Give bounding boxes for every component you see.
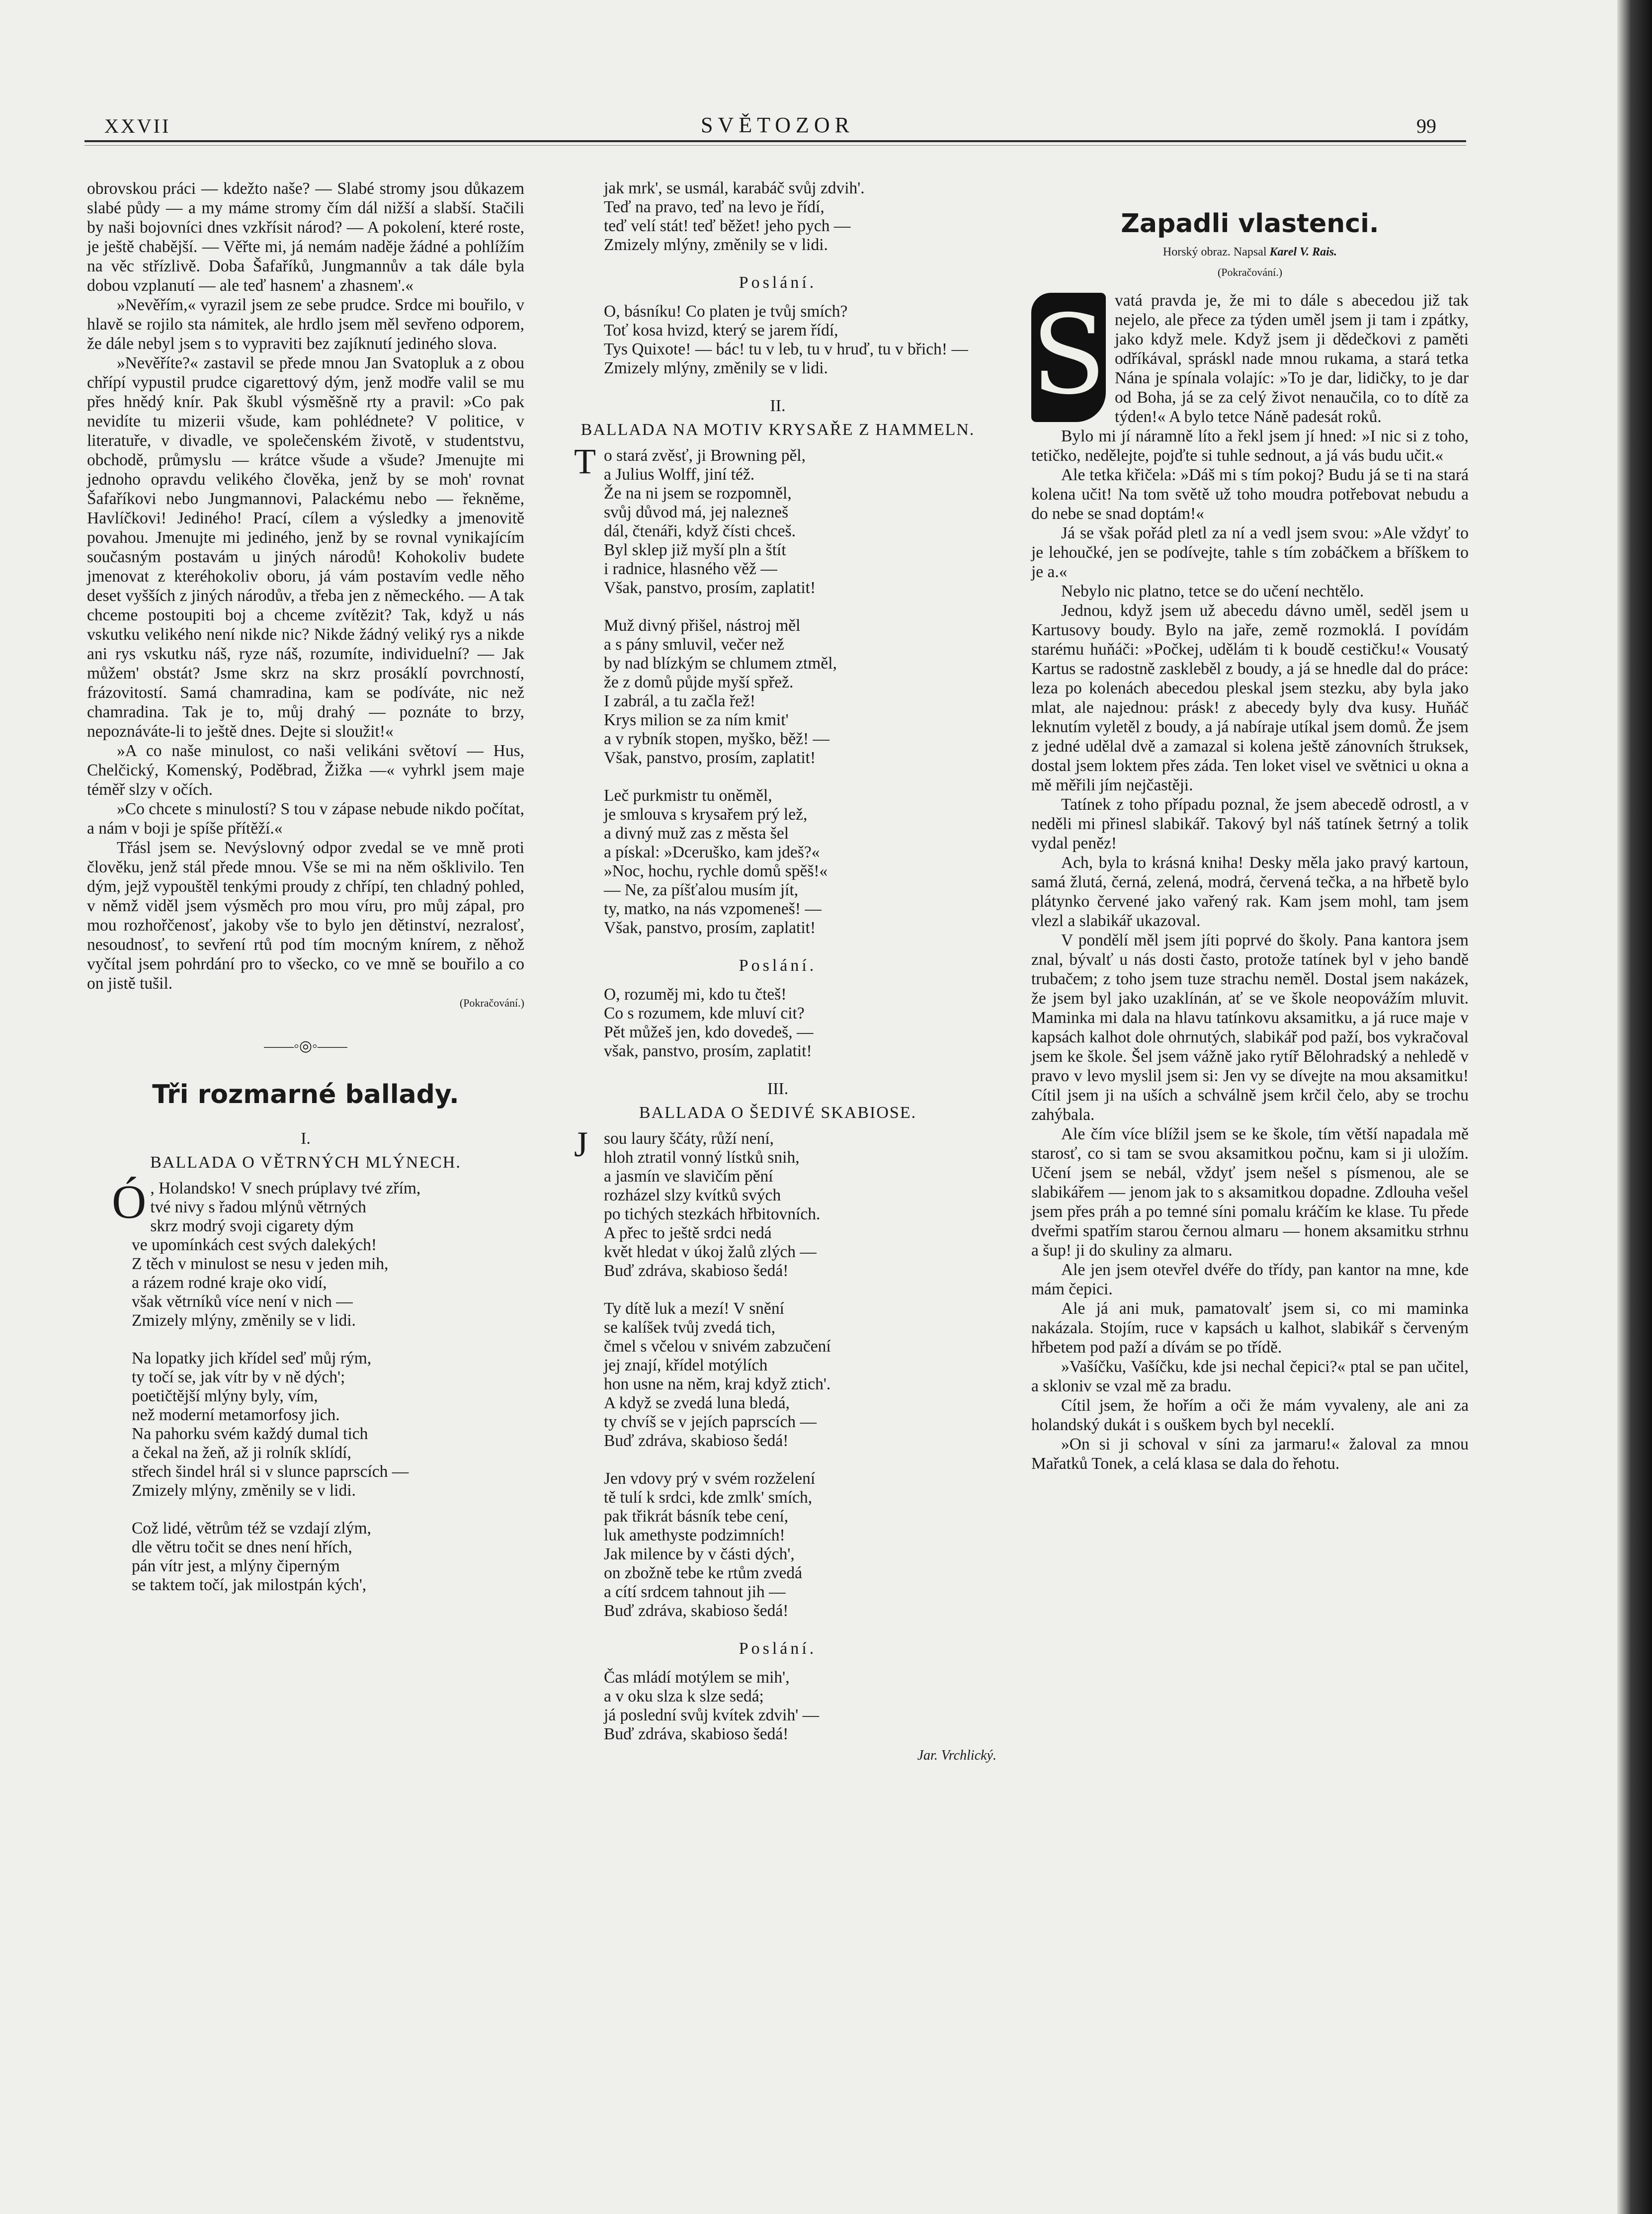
paragraph: »A co naše minulost, co naši velikáni světoví — Hus, Chelčický, Komenský, Poděbrad, Žižka —« vyhrkl jsem maje téměř slzy v očích. xyxy=(87,742,524,799)
verse-line: a rázem rodné kraje oko vidí, xyxy=(132,1274,327,1292)
verse-line: Buď zdráva, skabioso šedá! xyxy=(604,1725,789,1743)
stanza xyxy=(604,179,996,255)
verse-line: se taktem točí, jak milostpán kých', xyxy=(132,1576,367,1594)
verse-line: ty točí se, jak vítr by v ně dých'; xyxy=(132,1368,345,1386)
verse-line: Tys Quixote! — bác! tu v leb, tu v hruď, tu v břich! — xyxy=(604,340,968,358)
verse-line: ve upomínkách cest svých dalekých! xyxy=(132,1236,377,1254)
stanza xyxy=(604,1469,996,1620)
verse-line: Buď zdráva, skabioso šedá! xyxy=(604,1602,789,1620)
verse-line: — Ne, za píšťalou musím jít, xyxy=(604,881,799,899)
verse-line: skrz modrý svoji cigarety dým xyxy=(150,1217,354,1235)
stanza xyxy=(132,1519,524,1595)
envoi-label: Poslání. xyxy=(739,273,817,292)
drop-cap: T xyxy=(574,441,596,481)
paragraph: »Nevěřím,« vyrazil jsem ze sebe prudce. Srdce mi bouřilo, v hlavě se rojilo sta námitek, ale hrdlo jsem měl sevřeno odporem, že dále nebyl jsem s to vypraviti bez zajíknutí jediného slova. xyxy=(87,296,524,353)
column-right xyxy=(1031,179,1469,1473)
continued-label: (Pokračování.) xyxy=(1217,266,1283,278)
verse-line: se kalíšek tvůj zvedá tich, xyxy=(604,1318,776,1337)
paragraph: Bylo mi jí náramně líto a řekl jsem jí hned: »I nic si z toho, tetičko, nedělejte, pojďte si tuhle sednout, a já vás budu učit.« xyxy=(1031,427,1469,465)
ballad-poem-cont xyxy=(604,179,996,255)
ornamental-drop-cap: S xyxy=(1031,293,1106,422)
verse-line: a v oku slza k slze sedá; xyxy=(604,1687,764,1705)
verse-line: Buď zdráva, skabioso šedá! xyxy=(604,1432,789,1450)
paragraph: Jednou, když jsem už abecedu dávno uměl, seděl jsem u Kartusovy boudy. Bylo na jaře, země rozmoklá. I povídám starému huňáči: »Počkej, udělám ti k boudě cestičku!« Vousatý Kartus se radostně zaskleběl z boudy, a já se hnedle dal do práce: leza po kolenách abecedou pleskal jsem stezku, aby byla jako mlat, ale najednou: prásk! z abecedy byly dva kusy. Huňáč leknutím vyletěl z boudy, a já nabíraje utíkal jsem domů. Že jsem z jedné udělal dvě a zamazal si kolena ještě zánovních štruksek, dostal jsem loktem přes záda. Ten loket visel ve světnici u okna a mě měřili jím nejčastěji. xyxy=(1031,601,1469,794)
verse-line: Však, panstvo, prosím, zaplatit! xyxy=(604,749,816,767)
verse-line: I zabrál, a tu začla řež! xyxy=(604,692,755,710)
header-rule-thin xyxy=(84,145,1466,146)
verse-line: poetičtější mlýny byly, vím, xyxy=(132,1387,318,1405)
paragraph: Nebylo nic platno, tetce se do učení nechtělo. xyxy=(1061,582,1364,600)
paragraph: Ach, byla to krásná kniha! Desky měla jako pravý kartoun, samá žlutá, černá, zelená, modrá, červená tečka, a na hřbetě bylo plátynko červené jako vařený rak. Kam jsem mohl, tam jsem vlezl a slabikář ukazoval. xyxy=(1031,853,1469,930)
verse-line: on zbožně tebe ke rtům zvedá xyxy=(604,1564,803,1582)
paragraph: Ale jen jsem otevřel dvéře do třídy, pan kantor na mne, kde mám čepici. xyxy=(1031,1261,1469,1298)
verse-line: střech šindel hrál si v slunce paprscích — xyxy=(132,1462,409,1481)
essay-text xyxy=(87,179,524,1013)
verse-line: a jasmín ve slavičím pění xyxy=(604,1167,773,1186)
verse-line: a divný muž zas z města šel xyxy=(604,824,789,843)
stanza xyxy=(112,1175,524,1330)
verse-line: tvé nivy s řadou mlýnů větrných xyxy=(150,1198,366,1216)
ballad-title: BALLADA O ŠEDIVÉ SKABIOSE. xyxy=(639,1104,917,1122)
paragraph: Cítil jsem, že hořím a oči že mám vyvaleny, ale ani za holandský dukát i s ouškem bych byl neceklí. xyxy=(1031,1396,1469,1434)
verse-line: o stará zvěsť, ji Browning pěl, xyxy=(604,446,806,465)
verse-line: že z domů půjde myší spřež. xyxy=(604,673,794,691)
verse-line: a cítí srdcem tahnout jih — xyxy=(604,1583,786,1601)
paragraph: Ale já ani muk, pamatovalť jsem si, co mi maminka nakázala. Stojím, ruce v kapsách u kalhot, slabikář s červeným hřbetem pod paží a dívám se po třídě. xyxy=(1031,1299,1469,1357)
stanza xyxy=(604,786,996,937)
paragraph: »Co chcete s minulostí? S tou v zápase nebude nikdo počítat, a nám v boji je spíše přítěží.« xyxy=(87,800,524,838)
envoi-label: Poslání. xyxy=(739,956,817,975)
verse-line: Jen vdovy prý v svém rozželení xyxy=(604,1469,816,1488)
envoi xyxy=(604,302,996,378)
verse-line: , Holandsko! V snech prúplavy tvé zřím, xyxy=(150,1179,421,1197)
verse-line: Krys milion se za ním kmit' xyxy=(604,711,789,729)
stanza xyxy=(604,985,996,1061)
subtitle-text: Horský obraz. Napsal xyxy=(1162,246,1267,258)
drop-cap: J xyxy=(574,1124,588,1164)
stanza xyxy=(604,302,996,378)
verse-line: teď velí stát! teď běžet! jeho pych — xyxy=(604,217,851,235)
section-divider: ——◦◎◦—— xyxy=(264,1038,347,1054)
verse-line: tě tulí k srdci, kde zmlk' smích, xyxy=(604,1488,813,1507)
paragraph: vatá pravda je, že mi to dále s abecedou již tak nejelo, ale přece za týden uměl jsem ji tam i zpátky, jako když mele. Když jsem ji dědečkovi z paměti odříkával, spráskl nade mnou rukama, a stará tetka Nána je spínala volajíc: »To je dar, lidičky, to je dar od Boha, já se za celý život nenaučila, co to dítě za týden!« A bylo tetce Náně padesát roků. xyxy=(1115,291,1469,426)
verse-line: Toť kosa hvizd, který se jarem řídí, xyxy=(604,321,838,340)
story-author: Karel V. Rais. xyxy=(1269,246,1337,258)
verse-line: jej znají, křídel motýlích xyxy=(604,1356,768,1374)
column-middle xyxy=(559,179,996,1764)
verse-line: je smlouva s krysařem prý lež, xyxy=(604,805,808,824)
verse-line: svůj důvod má, jej nalezneš xyxy=(604,503,789,521)
stanza xyxy=(604,1668,996,1744)
volume-number: XXVII xyxy=(104,115,171,137)
paragraph: Ale tetka křičela: »Dáš mi s tím pokoj? Budu já se ti na stará kolena učit! Na tom světě už toho moudra potřebovat nebudu a do nebe se snad doptám!« xyxy=(1031,466,1469,523)
verse-line: dle větru točit se dnes není hřích, xyxy=(132,1538,352,1556)
verse-line: Že na ni jsem se rozpomněl, xyxy=(604,484,792,503)
envoi-label: Poslání. xyxy=(739,1639,817,1658)
verse-line: než moderní metamorfosy jich. xyxy=(132,1406,340,1424)
ballad-poem xyxy=(112,1175,524,1595)
verse-line: Zmizely mlýny, změnily se v lidi. xyxy=(604,359,828,377)
verse-line: Pět můžeš jen, kdo dovedeš, — xyxy=(604,1023,814,1041)
verse-line: Ty dítě luk a mezí! V snění xyxy=(604,1299,784,1318)
ballad-poem xyxy=(574,1124,996,1620)
verse-line: A přec to ještě srdci nedá xyxy=(604,1224,772,1242)
journal-title: SVĚTOZOR xyxy=(701,113,854,137)
verse-line: sou laury ščáty, růží není, xyxy=(604,1129,774,1148)
paragraph: V pondělí měl jsem jíti poprvé do školy. Pana kantora jsem znal, bývalť u nás dosti často, protože tatínek byl v jeho bandě trubačem; z toho jsem tuze strachu neměl. Dostal jsem nakázek, že jsem byl jako uzaklínán, ať se ve škole neopovážím mluvit. Maminka mi dala na hlavu tatínkovu aksamitku, a já ruce maje v kapsách kalhot dole ohrnutých, slabikář pod paží, bos vykračoval jsem ke škole. Šel jsem vážně jako rytíř Bělohradský a nehledě v pravo v levo myslil jsem si: Jen vy se dívejte na mou aksamitku! Cítil jsem ji na uších a schválně jsem krčil čelo, aby se trochu zahýbala. xyxy=(1031,931,1469,1124)
verse-line: rozházel slzy kvítků svých xyxy=(604,1186,781,1204)
paragraph: Tatínek z toho případu poznal, že jsem abecedě odrostl, a v neděli mi přinesl slabikář. Takový byl náš tatínek šetrný a tolik vydal peněz! xyxy=(1031,795,1469,852)
verse-line: já poslední svůj kvítek zdvih' — xyxy=(604,1706,820,1724)
verse-line: i radnice, hlasného věž — xyxy=(604,560,777,578)
verse-line: a s pány smluvil, večer než xyxy=(604,635,784,654)
scan-edge xyxy=(1617,0,1652,2214)
verse-line: Byl sklep již myší pln a štít xyxy=(604,541,786,559)
verse-line: po tichých stezkách hřbitovních. xyxy=(604,1205,821,1223)
verse-line: Což lidé, větrům též se vzdají zlým, xyxy=(132,1519,371,1537)
page-header xyxy=(80,110,1466,140)
story-text xyxy=(1031,291,1469,1473)
verse-line: »Noc, hochu, rychle domů spěš!« xyxy=(604,862,828,880)
story-subtitle xyxy=(1031,246,1469,259)
ballad-number: I. xyxy=(301,1129,311,1148)
verse-line: Teď na pravo, teď na levo je řídí, xyxy=(604,198,825,216)
stanza xyxy=(132,1349,524,1500)
verse-line: Jak milence by v části dých', xyxy=(604,1545,795,1563)
verse-line: Však, panstvo, prosím, zaplatit! xyxy=(604,579,816,597)
verse-line: Zmizely mlýny, změnily se v lidi. xyxy=(132,1481,356,1500)
paragraph: Ale čím více blížil jsem se ke škole, tím větší napadala mě starosť, co si tam se svou aksamitkou počnu, kam si ji uložím. Učení jsem se nebál, vždyť jsem nešel s písmenou, ale se slabikářem — jenom jak to s aksamitkou dopadne. Zdlouha vešel jsem přes práh a po temné síni pomalu kráčím ke klase. Tu přede dveřmi spatřím starou černou almaru — honem aksamitku strhnu a šup! ji do skuliny za almaru. xyxy=(1031,1125,1469,1260)
verse-line: Z těch v minulost se nesu v jeden mih, xyxy=(132,1255,389,1273)
verse-line: jak mrk', se usmál, karabáč svůj zdvih'. xyxy=(604,179,865,197)
verse-line: však, panstvo, prosím, zaplatit! xyxy=(604,1042,812,1060)
verse-line: Leč purkmistr tu oněměl, xyxy=(604,786,772,805)
verse-line: Na lopatky jich křídel seď můj rým, xyxy=(132,1349,372,1367)
stanza xyxy=(574,1124,996,1280)
author-signature: Jar. Vrchlický. xyxy=(917,1748,996,1763)
envoi xyxy=(604,985,996,1061)
verse-line: pak třikrát básník tebe cení, xyxy=(604,1507,789,1526)
verse-line: ty, matko, na nás vzpomeneš! — xyxy=(604,900,822,918)
paragraph: obrovskou práci — kdežto naše? — Slabé stromy jsou důkazem slabé půdy — a my máme stromy čím dál nižší a slabší. Stačili by naši bojovníci dnes vzkřísit národ? — A pokolení, které roste, je ještě chabější. — Věřte mi, já nemám naděje žádné a pohlížím na věc střízlivě. Doba Šafaříků, Jungmannův a tak dále byla dobou vzplanutí — ale teď hasnem' a zhasnem'.« xyxy=(87,179,524,295)
header-rule xyxy=(84,140,1466,142)
verse-line: O, rozuměj mi, kdo tu čteš! xyxy=(604,985,787,1004)
ballad-title: BALLADA NA MOTIV KRYSAŘE Z HAMMELN. xyxy=(580,421,975,439)
verse-line: A když se zvedá luna bledá, xyxy=(604,1394,790,1412)
stanza xyxy=(604,1299,996,1450)
stanza xyxy=(604,616,996,767)
ballads-title: Tři rozmarné ballady. xyxy=(152,1080,459,1109)
verse-line: O, básníku! Co platen je tvůj smích? xyxy=(604,302,848,321)
verse-line: by nad blízkým se chlumem ztměl, xyxy=(604,654,837,673)
verse-line: ty chvíš se v jejích paprscích — xyxy=(604,1413,817,1431)
verse-line: dál, čtenáři, když čísti chceš. xyxy=(604,522,796,540)
verse-line: a pískal: »Dceruško, kam jdeš?« xyxy=(604,843,820,861)
page-number: 99 xyxy=(1416,115,1436,137)
paragraph: Třásl jsem se. Nevýslovný odpor zvedal se ve mně proti člověku, jenž stál přede mnou. Vše se mi na něm ošklivilo. Ten dým, jejž vypouštěl tenkými proudy z chřípí, ten chladný pohled, v němž viděl jsem výsměch pro mou víru, pro můj zápal, pro mou rozhořčenosť, jakoby vše to bylo jen dětinství, nezralosť, nesoudnosť, to sevření rtů pod tím mocným knírem, z něhož vyčítal jsem pohrdání pro to všecko, co ve mně se bouřilo a co on jistě tušil. xyxy=(87,839,524,993)
story-title: Zapadli vlastenci. xyxy=(1121,209,1379,239)
stanza xyxy=(574,441,996,597)
verse-line: Buď zdráva, skabioso šedá! xyxy=(604,1262,789,1280)
verse-line: Však, panstvo, prosím, zaplatit! xyxy=(604,919,816,937)
ballad-poem xyxy=(574,441,996,937)
verse-line: a v rybník stopen, myško, běž! — xyxy=(604,730,830,748)
paragraph: Já se však pořád pletl za ní a vedl jsem svou: »Ale vždyť to je lehoučké, jen se podívejte, tahle s tím zobáčkem a bříškem to je a.« xyxy=(1031,524,1469,581)
ballad-number: II. xyxy=(770,397,786,415)
column-left xyxy=(87,179,524,1614)
verse-line: luk amethyste podzimních! xyxy=(604,1526,785,1544)
verse-line: hon usne na něm, kraj když ztich'. xyxy=(604,1375,831,1393)
continued-note: (Pokračování.) xyxy=(459,997,524,1009)
verse-line: Na pahorku svém každý dumal tich xyxy=(132,1425,368,1443)
verse-line: Co s rozumem, kde mluví cit? xyxy=(604,1004,805,1022)
verse-line: čmel s včelou v snivém zabzučení xyxy=(604,1337,831,1356)
ballad-title: BALLADA O VĚTRNÝCH MLÝNECH. xyxy=(150,1153,461,1172)
verse-line: Muž divný přišel, nástroj měl xyxy=(604,616,801,635)
verse-line: však větrníků více není v nich — xyxy=(132,1292,353,1311)
paragraph: »Vašíčku, Vašíčku, kde jsi nechal čepici?« ptal se pan učitel, a skloniv se vzal mě za bradu. xyxy=(1031,1358,1469,1395)
verse-line: Zmizely mlýny, změnily se v lidi. xyxy=(604,236,828,254)
verse-line: a čekal na žeň, až ji rolník sklídí, xyxy=(132,1444,351,1462)
verse-line: a Julius Wolff, jiní též. xyxy=(604,465,755,484)
paragraph: »Nevěříte?« zastavil se přede mnou Jan Svatopluk a z obou chřípí vypustil prudce cigarettový dým, jenž modře valil se mu přes hnědý knír. Pak škubl výsměšně rty a pravil: »Co pak nevidíte tu mizerii všude, kam pohlédnete? V politice, v literatuře, v divadle, ve společenském životě, v studentstvu, obchodě, průmyslu — krátce všude a všude? Jmenujte mi jednoho opravdu velikého člověka, jenž by se moh' rovnat Šafaříkovi nebo Jungmannovi, Palackému nebo — řekněme, Havlíčkovi! Jediného! Prací, cílem a výsledky a jmenovitě povahou. Jmenujte mi jediného, jenž by se rovnal vynikajícím současným postavám u jiných národů! Kohokoliv budete jmenovat z kteréhokoliv oboru, já vám postavím vedle něho deset vyšších z jiných národův, a třeba jen z německého. — A tak chceme postoupiti boj a chceme zvítězit? Tak, když u nás vskutku velikého není nikde nic? Nikde žádný veliký rys a nikde ani rys vskutku náš, ryze náš, rozumíte, individuelní? — Jak můžem' obstát? Jsme skrz na skrz prosáklí povrchností, frázovitostí. Samá chamradina, kam se podíváte, nic než chamradina. Tak je to, můj drahý — poznáte to brzy, nepoznáváte-li to ještě dnes. Dejte si sloužit!« xyxy=(87,354,524,741)
verse-line: květ hledat v úkoj žalů zlých — xyxy=(604,1243,817,1261)
envoi xyxy=(604,1668,996,1744)
verse-line: pán vítr jest, a mlýny čiperným xyxy=(132,1557,340,1575)
paragraph: »On si ji schoval v síni za jarmaru!« žaloval za mnou Mařatků Tonek, a celá klasa se dala do řehotu. xyxy=(1031,1435,1469,1473)
verse-line: Zmizely mlýny, změnily se v lidi. xyxy=(132,1311,356,1330)
verse-line: Čas mládí motýlem se mih', xyxy=(604,1668,790,1687)
verse-line: hloh ztratil vonný lístků snih, xyxy=(604,1148,800,1167)
ballad-number: III. xyxy=(767,1080,789,1098)
drop-cap: Ó xyxy=(112,1175,147,1228)
